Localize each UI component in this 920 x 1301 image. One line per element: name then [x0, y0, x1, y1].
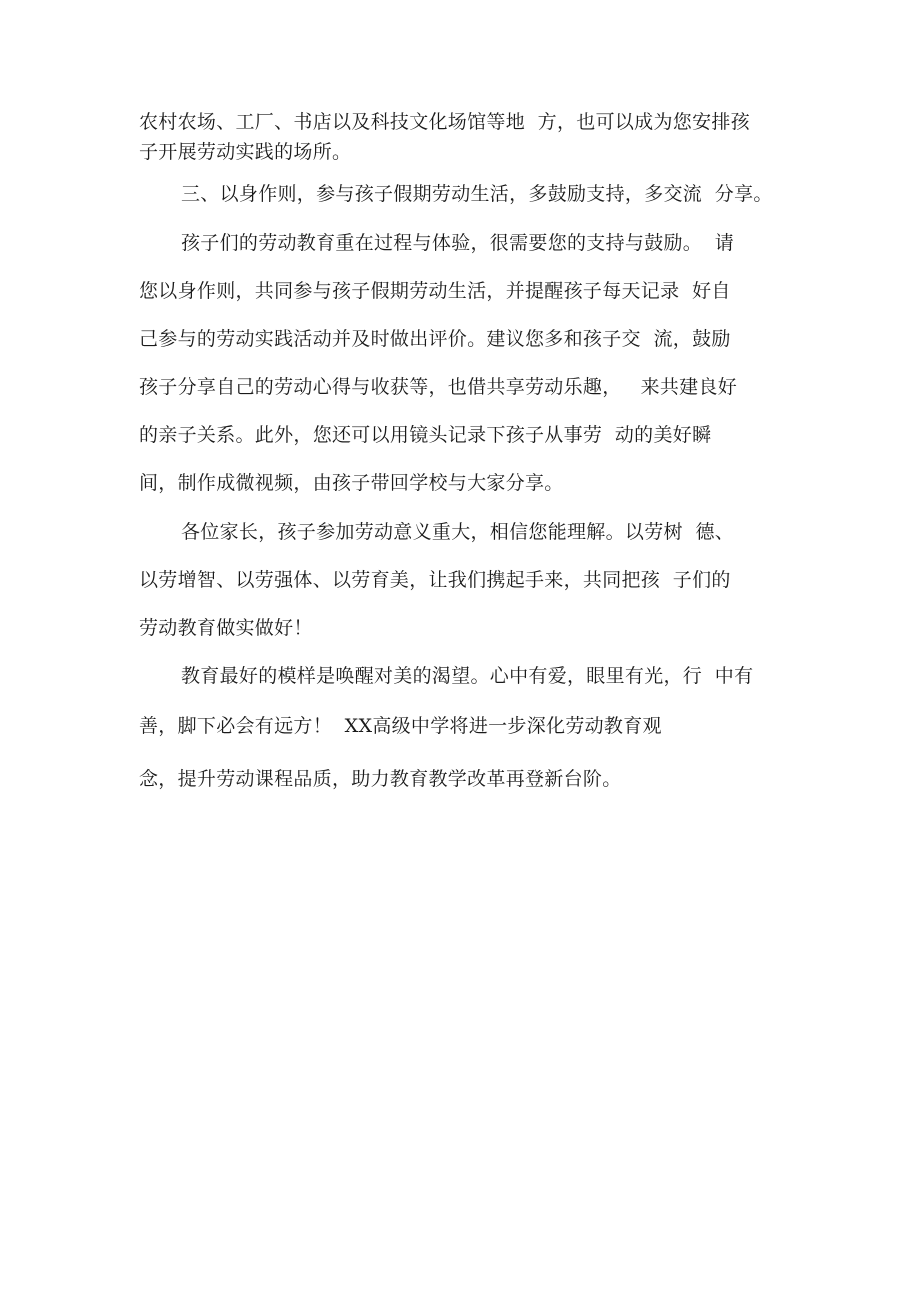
text-line: 各位家长，孩子参加劳动意义重大，相信您能理解。以劳树 德、 [181, 521, 735, 543]
text-line: 农村农场、工厂、书店以及科技文化场馆等地 方，也可以成为您安排孩 [139, 111, 750, 133]
text-line: 您以身作则，共同参与孩子假期劳动生活，并提醒孩子每天记录 好自 [139, 280, 731, 302]
text-line: 孩子们的劳动教育重在过程与体验，很需要您的支持与鼓励。 请 [181, 232, 735, 254]
text-line: 以劳增智、以劳强体、以劳育美，让我们携起手来，共同把孩 子们的 [139, 569, 731, 591]
text-line: 己参与的劳动实践活动并及时做出评价。建议您多和孩子交 流，鼓励 [139, 328, 731, 350]
section-heading: 三、以身作则，参与孩子假期劳动生活，多鼓励支持，多交流 分享。 [181, 183, 773, 205]
text-line: 善，脚下必会有远方！ XX高级中学将进一步深化劳动教育观 [139, 715, 662, 737]
text-line: 子开展劳动实践的场所。 [139, 141, 352, 163]
text-line: 教育最好的模样是唤醒对美的渴望。心中有爱，眼里有光，行 中有 [181, 665, 754, 687]
text-line: 孩子分享自己的劳动心得与收获等，也借共享劳动乐趣， 来共建良好 [139, 376, 738, 398]
text-line: 间，制作成微视频，由孩子带回学校与大家分享。 [139, 472, 564, 494]
text-line: 劳动教育做实做好！ [139, 617, 313, 639]
text-line: 念，提升劳动课程品质，助力教育教学改革再登新台阶。 [139, 768, 622, 790]
text-line: 的亲子关系。此外，您还可以用镜头记录下孩子从事劳 动的美好瞬 [139, 424, 712, 446]
